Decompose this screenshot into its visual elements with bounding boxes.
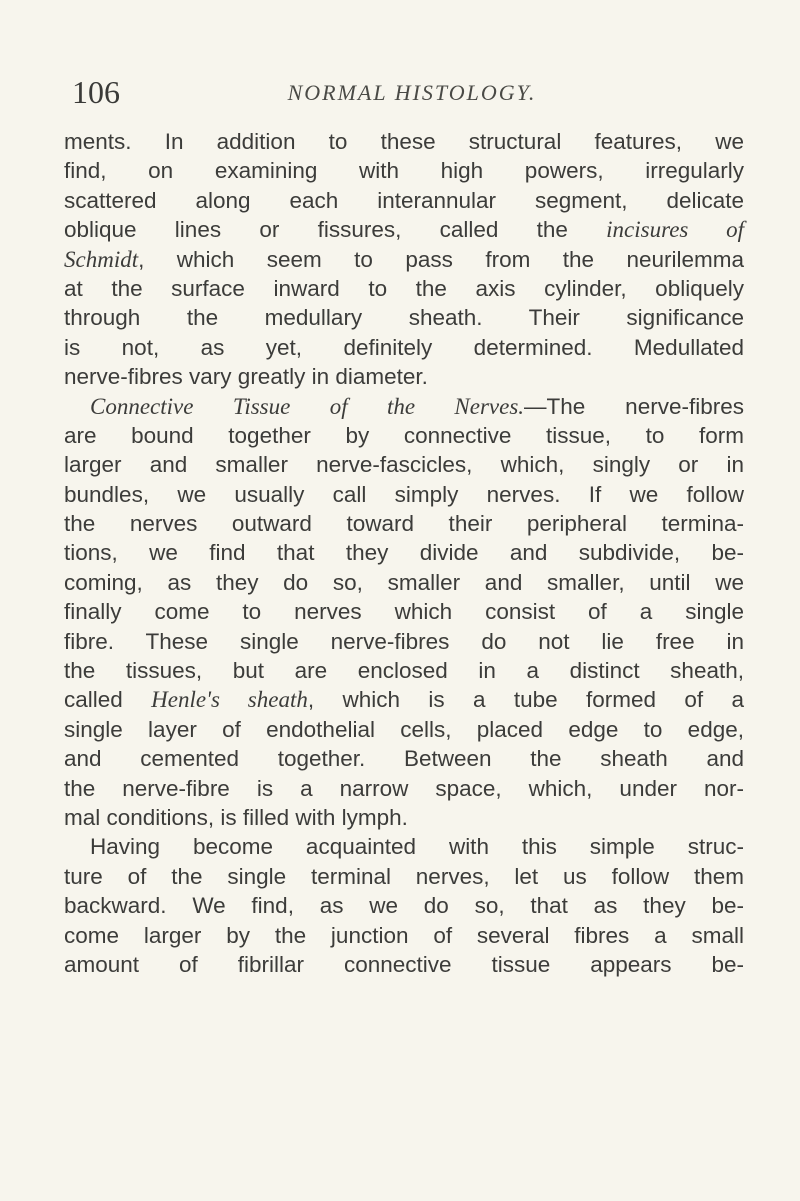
text-line: find, on examining with high powers, irregularly: [64, 158, 744, 184]
text-line: the nerves outward toward their peripheral termina-: [64, 511, 744, 537]
text-line: come larger by the junction of several fibres a small: [64, 922, 744, 948]
text-line: ments. In addition to these structural features, we: [64, 129, 744, 154]
text-line: the nerve-fibre is a narrow space, which, under nor-: [64, 775, 744, 801]
text-line: bundles, we usually call simply nerves. If we follow: [64, 481, 744, 507]
text-line: is not, as yet, definitely determined. Medullated: [64, 334, 744, 360]
text-line: called Henle's sheath, which is a tube formed of a: [64, 687, 744, 713]
text-line: at the surface inward to the axis cylinder, obliquely: [64, 275, 744, 301]
text-line: larger and smaller nerve-fascicles, which, singly or in: [64, 452, 744, 478]
text-line: and cemented together. Between the sheath and: [64, 746, 744, 772]
text-line: tions, we find that they divide and subdivide, be-: [64, 540, 744, 566]
text-line: mal conditions, is filled with lymph.: [64, 804, 408, 830]
body-text: [64, 127, 744, 979]
text-line: through the medullary sheath. Their significance: [64, 305, 744, 331]
text-line: nerve-fibres vary greatly in diameter.: [64, 364, 428, 390]
running-head: NORMAL HISTOLOGY.: [287, 80, 537, 105]
section-heading: Connective Tissue of the Nerves.: [90, 393, 525, 419]
text-line: backward. We find, as we do so, that as they be-: [64, 893, 744, 919]
text-line: ture of the single terminal nerves, let us follow them: [64, 863, 744, 889]
text-line: are bound together by connective tissue, to form: [64, 422, 744, 448]
italic-term: Schmidt: [64, 246, 139, 272]
text-line: single layer of endothelial cells, placed edge to edge,: [64, 716, 744, 742]
text-line: scattered along each interannular segment, delicate: [64, 187, 744, 213]
text-line: the tissues, but are enclosed in a distinct sheath,: [64, 658, 744, 684]
text-line: finally come to nerves which consist of a single: [64, 599, 744, 625]
text-line: oblique lines or fissures, called the incisures of: [64, 217, 744, 243]
text-line: coming, as they do so, smaller and smaller, until we: [64, 569, 744, 595]
italic-term: Henle's sheath: [151, 687, 308, 713]
text-line: amount of fibrillar connective tissue appears be-: [64, 951, 744, 977]
italic-term: incisures of: [606, 217, 744, 243]
text-line: Having become acquainted with this simple struc-: [90, 834, 744, 860]
text-line: Connective Tissue of the Nerves.—The nerve-fibres: [90, 393, 744, 419]
page-header: [72, 72, 752, 112]
page-number: 106: [72, 74, 120, 110]
text-line: Schmidt, which seem to pass from the neurilemma: [64, 246, 744, 272]
text-line: fibre. These single nerve-fibres do not lie free in: [64, 628, 744, 654]
